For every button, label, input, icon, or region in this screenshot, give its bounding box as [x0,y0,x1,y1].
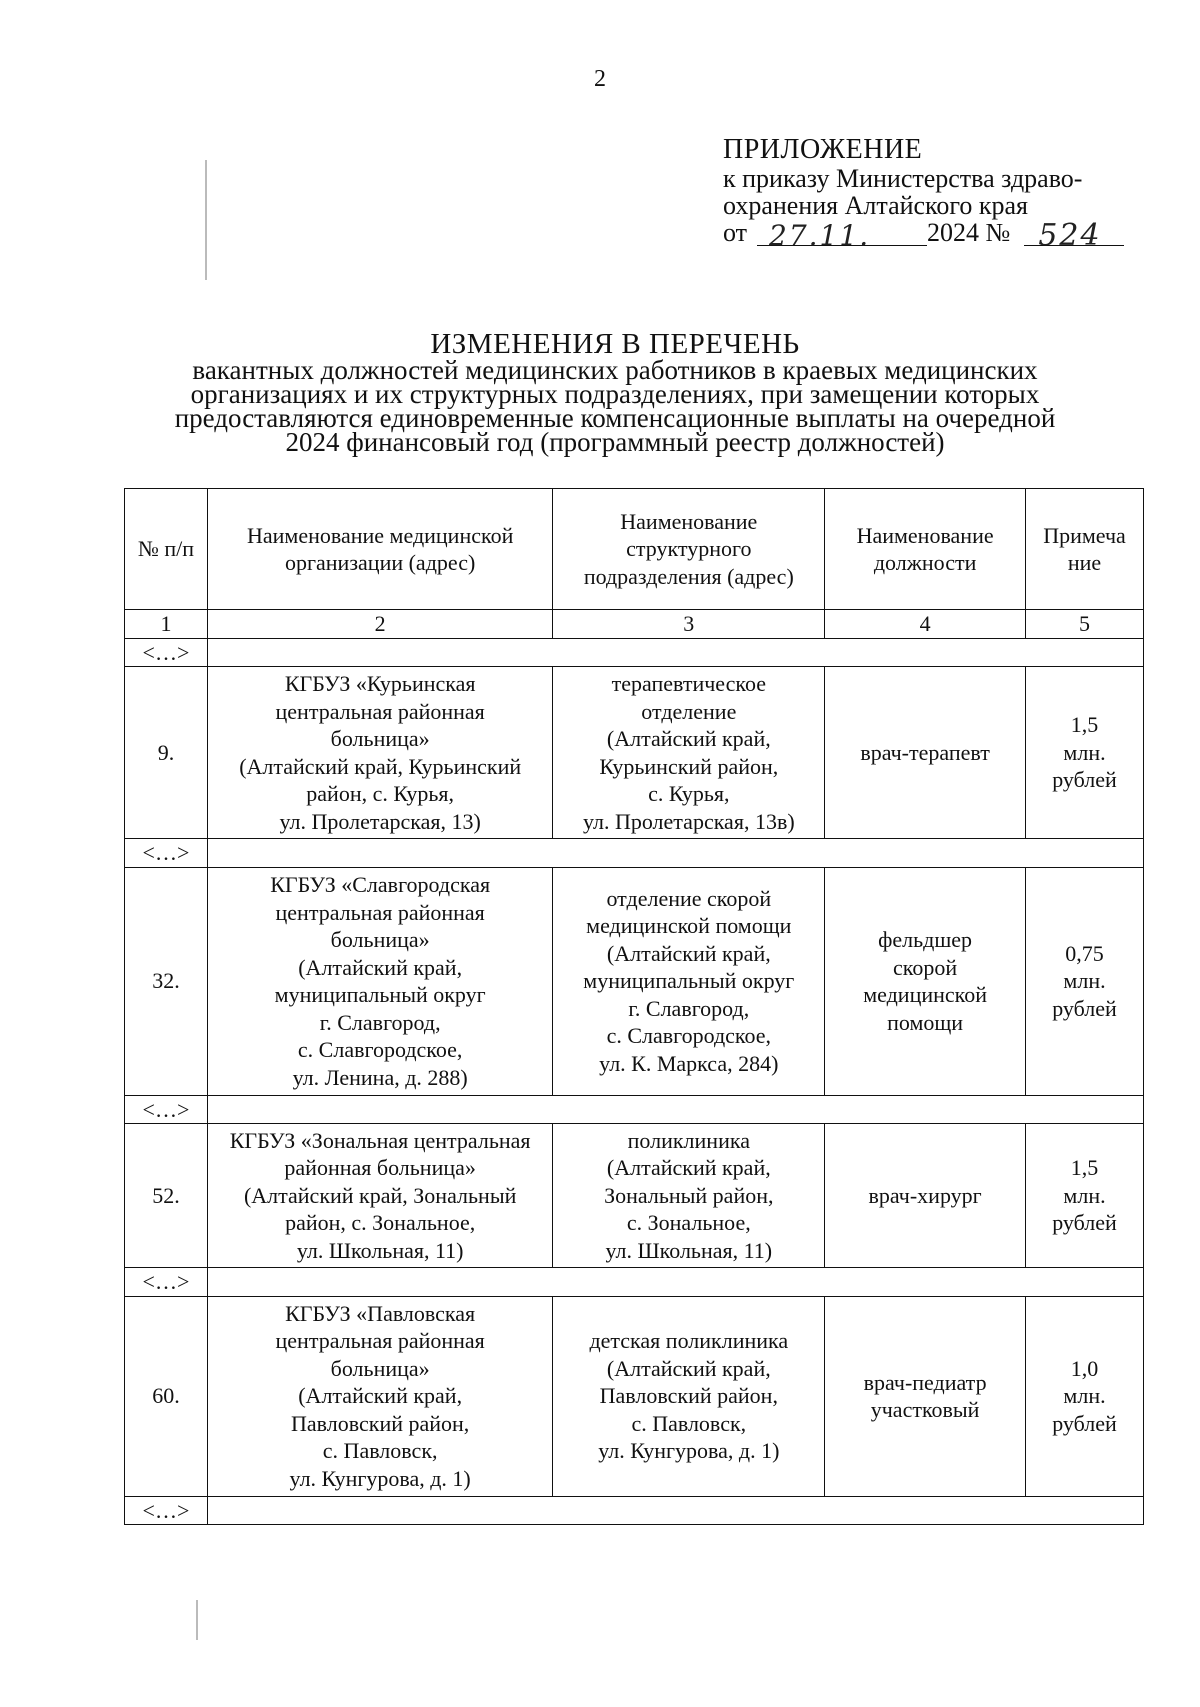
table-row [125,1296,1144,1496]
empty-cell [207,1496,1143,1525]
note-line: 1,5 [1070,712,1099,738]
header-cell: Примеча ние [1026,489,1144,610]
note-line: 1,0 [1070,1355,1099,1381]
note-cell [1026,667,1144,839]
note-line: млн. [1063,739,1106,765]
scan-mark [196,1600,198,1640]
note-line: 0,75 [1065,940,1104,966]
org-line: центральная районная [275,698,485,724]
position-line: врач-педиатр [863,1369,987,1395]
org-line: район, с. Зональное, [285,1210,476,1236]
dept-line: поликлиника [627,1127,750,1153]
dept-line: ул. К. Маркса, 284) [599,1050,779,1076]
empty-cell [207,1268,1143,1297]
title-line-2: организациях и их структурных подразделениях, при замещении которых [190,379,1040,409]
position-line: фельдшер [878,927,973,952]
ellipsis-row [125,1496,1144,1525]
org-line: КГБУЗ «Павловская [285,1300,476,1326]
title-line-3: предоставляются единовременные компенсационные выплаты на очередной [174,403,1056,433]
dept-line: Курьинский район, [599,753,779,779]
org-line: больница» [330,726,430,751]
dept-line: г. Славгород, [628,995,750,1021]
column-number: 3 [553,610,825,639]
column-number: 1 [125,610,208,639]
org-cell [207,1296,553,1496]
row-number: 9. [125,667,208,839]
dept-line: ул. Школьная, 11) [605,1237,773,1263]
org-line: (Алтайский край, Зональный [243,1182,517,1208]
org-line: ул. Кунгурова, д. 1) [289,1465,471,1491]
org-cell [207,667,553,839]
title-line-4: 2024 финансовый год (программный реестр должностей) [285,427,945,457]
note-line: млн. [1063,1182,1106,1208]
ellipsis-cell: <…> [125,638,208,667]
org-line: г. Славгород, [319,1009,441,1035]
column-number: 2 [207,610,553,639]
dept-cell [553,1296,825,1496]
column-number: 5 [1026,610,1144,639]
empty-cell [207,839,1143,868]
positions-table [124,488,1144,1525]
date-blank [757,219,927,252]
document-title [150,328,1080,457]
column-number: 4 [825,610,1026,639]
row-number: 32. [125,867,208,1095]
dept-line: ул. Пролетарская, 13в) [582,808,795,834]
org-line: муниципальный округ [274,982,486,1007]
dept-line: с. Курья, [648,781,730,806]
note-line: рублей [1052,1210,1117,1236]
note-line: рублей [1052,1410,1117,1436]
ellipsis-cell: <…> [125,1095,208,1124]
dept-cell [553,1124,825,1268]
dept-line: с. Славгородское, [606,1023,772,1049]
ellipsis-row [125,1095,1144,1124]
position-line: врач-терапевт [860,739,990,765]
note-line: млн. [1063,968,1106,994]
header-cell: № п/п [125,489,208,610]
dept-cell [553,667,825,839]
header-cell: Наименование должности [825,489,1026,610]
empty-cell [207,1095,1143,1124]
org-line: с. Павловск, [322,1438,438,1464]
org-line: районная больница» [284,1155,476,1181]
org-line: КГБУЗ «Курьинская [284,671,476,696]
org-line: КГБУЗ «Славгородская [270,872,491,897]
appendix-title: ПРИЛОЖЕНИЕ [723,134,923,165]
dept-cell [553,867,825,1095]
org-line: больница» [330,927,430,952]
position-line: медицинской [863,982,987,1007]
position-cell [825,667,1026,839]
table-row [125,867,1144,1095]
dept-line: муниципальный округ [583,968,795,994]
org-line: район, с. Курья, [306,781,455,806]
empty-cell [207,638,1143,667]
org-line: КГБУЗ «Зональная центральная [229,1127,531,1153]
ellipsis-row [125,638,1144,667]
header-cell: Наименование структурного подразделения (адрес) [553,489,825,610]
from-label: от [723,218,748,247]
position-cell [825,1296,1026,1496]
dept-line: отделение [641,698,737,724]
dept-line: с. Павловск, [631,1410,747,1436]
number-blank [1024,218,1124,253]
table-row [125,1124,1144,1268]
position-line: скорой [893,954,958,980]
dept-line: с. Зональное, [626,1210,751,1236]
table-row [125,667,1144,839]
dept-line: отделение скорой [606,885,772,911]
year-number-label: 2024 № [927,218,1011,247]
dept-line: терапевтическое [611,671,766,696]
row-number: 52. [125,1124,208,1268]
note-cell [1026,1296,1144,1496]
org-line: центральная районная [275,899,485,925]
appendix-date-line [723,218,1124,253]
dept-line: (Алтайский край, [606,1355,771,1381]
org-line: центральная районная [275,1328,485,1354]
dept-line: ул. Кунгурова, д. 1) [598,1438,780,1464]
org-cell [207,1124,553,1268]
dept-line: Павловский район, [599,1383,778,1409]
org-line: (Алтайский край, [298,1383,463,1409]
appendix-block [723,134,1124,253]
position-cell [825,1124,1026,1268]
note-cell [1026,867,1144,1095]
page-number: 2 [594,66,606,92]
title-main: ИЗМЕНЕНИЯ В ПЕРЕЧЕНЬ [430,328,800,360]
title-line-1: вакантных должностей медицинских работников в краевых медицинских [192,355,1038,385]
ellipsis-cell: <…> [125,839,208,868]
dept-line: (Алтайский край, [606,940,771,966]
appendix-line-1: к приказу Министерства здраво- [723,164,1083,193]
org-line: ул. Ленина, д. 288) [292,1064,468,1090]
scan-mark [205,160,207,280]
position-line: помощи [887,1009,964,1035]
org-cell [207,867,553,1095]
column-numbers-row [125,610,1144,639]
note-line: 1,5 [1070,1155,1099,1181]
dept-line: медицинской помощи [586,913,792,939]
dept-line: Зональный район, [604,1182,774,1208]
org-line: больница» [330,1355,430,1381]
note-line: млн. [1063,1383,1106,1409]
position-line: врач-хирург [868,1182,982,1208]
note-line: рублей [1052,995,1117,1021]
org-line: ул. Школьная, 11) [296,1237,464,1263]
org-line: Павловский район, [291,1410,470,1436]
dept-line: (Алтайский край, [606,726,771,751]
handwritten-number: 524 [1038,218,1102,253]
note-cell [1026,1124,1144,1268]
appendix-line-2: охранения Алтайского края [723,191,1029,220]
position-cell [825,867,1026,1095]
ellipsis-row [125,839,1144,868]
header-row [125,489,1144,610]
header-cell: Наименование медицинской организации (адрес) [207,489,553,610]
row-number: 60. [125,1296,208,1496]
org-line: ул. Пролетарская, 13) [279,808,481,834]
ellipsis-row [125,1268,1144,1297]
note-line: рублей [1052,767,1117,793]
org-line: (Алтайский край, [298,954,463,980]
position-line: участковый [870,1397,980,1422]
ellipsis-cell: <…> [125,1496,208,1525]
dept-line: детская поликлиника [589,1328,789,1354]
handwritten-date: 27.11. [769,219,871,252]
dept-line: (Алтайский край, [606,1155,771,1181]
org-line: (Алтайский край, Курьинский [239,753,522,779]
ellipsis-cell: <…> [125,1268,208,1297]
org-line: с. Славгородское, [297,1037,463,1062]
